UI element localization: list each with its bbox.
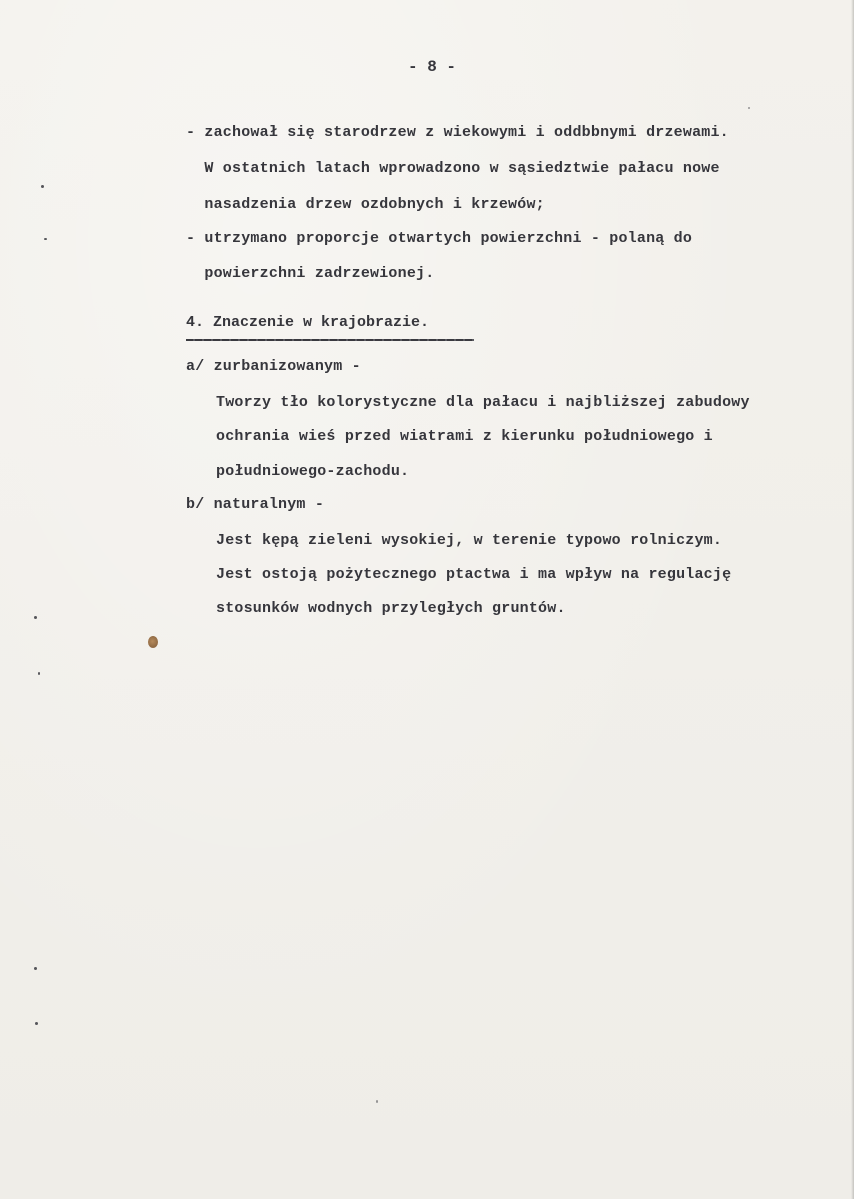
speck-mark [41, 185, 44, 188]
bullet-line-2: W ostatnich latach wprowadzono w sąsiedztwie pałacu nowe [186, 160, 720, 177]
speck-mark [35, 1022, 38, 1025]
section-heading: 4. Znaczenie w krajobrazie. [186, 314, 430, 331]
ink-stain [148, 636, 158, 648]
bullet-line-5: powierzchni zadrzewionej. [186, 265, 435, 282]
subsection-a-line-2: ochrania wieś przed wiatrami z kierunku południowego i [216, 428, 713, 445]
speck-mark [748, 107, 750, 109]
subsection-b-line-2: Jest ostoją pożytecznego ptactwa i ma wpływ na regulację [216, 566, 732, 583]
speck-mark [44, 238, 47, 240]
bullet-line-3: nasadzenia drzew ozdobnych i krzewów; [186, 196, 545, 213]
subsection-a-line-1: Tworzy tło kolorystyczne dla pałacu i najbliższej zabudowy [216, 394, 750, 411]
bullet-line-1: - zachował się starodrzew z wiekowymi i oddbbnymi drzewami. [186, 124, 729, 141]
subsection-a-label: a/ zurbanizowanym - [186, 358, 361, 375]
speck-mark [38, 672, 40, 675]
subsection-b-line-1: Jest kępą zieleni wysokiej, w terenie typowo rolniczym. [216, 532, 723, 549]
heading-underline [186, 339, 474, 341]
speck-mark [376, 1100, 378, 1103]
speck-mark [34, 967, 37, 970]
subsection-b-line-3: stosunków wodnych przyległych gruntów. [216, 600, 566, 617]
subsection-a-line-3: południowego-zachodu. [216, 463, 410, 480]
speck-mark [34, 616, 37, 619]
page-number: - 8 - [407, 58, 456, 76]
bullet-line-4: - utrzymano proporcje otwartych powierzchni - polaną do [186, 230, 693, 247]
subsection-b-label: b/ naturalnym - [186, 496, 325, 513]
